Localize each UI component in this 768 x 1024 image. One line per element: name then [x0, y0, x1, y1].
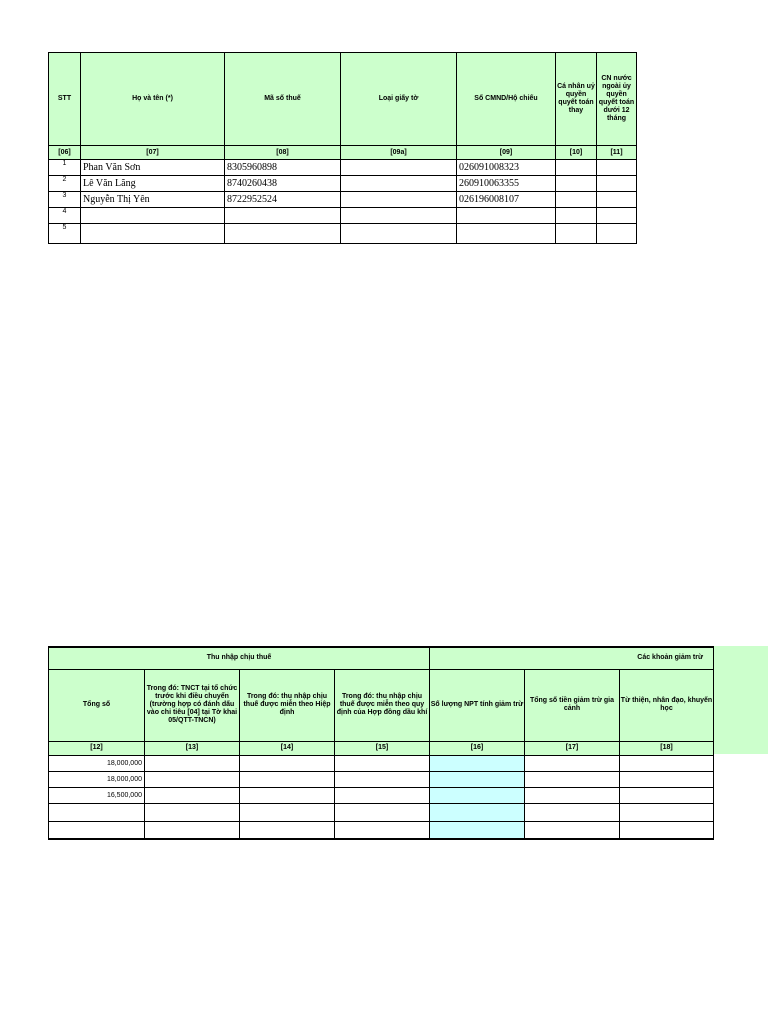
code-cell: [08] [225, 146, 341, 160]
code-cell: [11] [597, 146, 637, 160]
row-tax-code[interactable]: 8740260438 [225, 176, 341, 192]
row-col10[interactable] [556, 176, 597, 192]
row-col15[interactable] [335, 787, 430, 803]
row-id-number[interactable]: 260910063355 [457, 176, 556, 192]
row-col14[interactable] [240, 787, 335, 803]
row-stt: 2 [49, 176, 81, 192]
row-col10[interactable] [556, 192, 597, 208]
row-col16[interactable] [430, 787, 525, 803]
row-col11[interactable] [597, 160, 637, 176]
row-document-type[interactable] [341, 208, 457, 224]
row-name[interactable]: Lê Văn Lãng [81, 176, 225, 192]
row-col13[interactable] [145, 771, 240, 787]
table-row [49, 160, 637, 176]
row-col17[interactable] [525, 787, 620, 803]
header-dependents-count: Số lượng NPT tính giảm trừ [430, 669, 525, 741]
row-col13[interactable] [145, 821, 240, 839]
code-cell: [09] [457, 146, 556, 160]
row-col15[interactable] [335, 821, 430, 839]
row-tax-code[interactable] [225, 224, 341, 244]
header-exempt-oil-contract: Trong đó: thu nhập chịu thuế được miễn theo quy định của Hợp đồng dầu khí [335, 669, 430, 741]
row-col18[interactable] [620, 821, 714, 839]
row-document-type[interactable] [341, 224, 457, 244]
income-deduction-table [48, 646, 714, 840]
code-cell: [13] [145, 741, 240, 755]
header-id-number: Số CMND/Hộ chiếu [457, 53, 556, 146]
header-tax-code: Mã số thuế [225, 53, 341, 146]
row-col17[interactable] [525, 803, 620, 821]
row-tax-code[interactable]: 8722952524 [225, 192, 341, 208]
group-taxable-income: Thu nhập chịu thuế [49, 647, 430, 669]
code-cell: [15] [335, 741, 430, 755]
header-full-name: Họ và tên (*) [81, 53, 225, 146]
row-col18[interactable] [620, 771, 714, 787]
row-col15[interactable] [335, 803, 430, 821]
row-col11[interactable] [597, 208, 637, 224]
header-document-type: Loại giấy tờ [341, 53, 457, 146]
row-col14[interactable] [240, 821, 335, 839]
header-exempt-agreement: Trong đó: thu nhập chịu thuế được miễn theo Hiệp định [240, 669, 335, 741]
row-name[interactable] [81, 208, 225, 224]
row-col13[interactable] [145, 755, 240, 771]
row-stt: 5 [49, 224, 81, 244]
row-col11[interactable] [597, 192, 637, 208]
row-name[interactable] [81, 224, 225, 244]
row-col16[interactable] [430, 755, 525, 771]
row-col10[interactable] [556, 224, 597, 244]
row-col13[interactable] [145, 803, 240, 821]
table-row [49, 208, 637, 224]
row-col18[interactable] [620, 787, 714, 803]
header-income-before-transfer: Trong đó: TNCT tại tổ chức trước khi điều chuyển (trường hợp có đánh dấu vào chỉ tiêu [04] tại Tờ khai 05/QTT-TNCN) [145, 669, 240, 741]
row-col10[interactable] [556, 160, 597, 176]
code-cell: [06] [49, 146, 81, 160]
row-name[interactable]: Nguyễn Thị Yên [81, 192, 225, 208]
row-name[interactable]: Phan Văn Sơn [81, 160, 225, 176]
row-id-number[interactable] [457, 224, 556, 244]
code-cell: [18] [620, 741, 714, 755]
row-col15[interactable] [335, 755, 430, 771]
group-deductions: Các khoản giảm trừ [430, 647, 714, 669]
row-col17[interactable] [525, 755, 620, 771]
row-col18[interactable] [620, 755, 714, 771]
row-total[interactable]: 18,000,000 [49, 755, 145, 771]
row-tax-code[interactable]: 8305960898 [225, 160, 341, 176]
code-cell: [07] [81, 146, 225, 160]
row-id-number[interactable]: 026196008107 [457, 192, 556, 208]
table-row [49, 771, 714, 787]
row-total[interactable] [49, 803, 145, 821]
row-total[interactable]: 16,500,000 [49, 787, 145, 803]
header-charity: Từ thiện, nhân đạo, khuyến học [620, 669, 714, 741]
row-document-type[interactable] [341, 192, 457, 208]
row-col17[interactable] [525, 771, 620, 787]
table-row [49, 176, 637, 192]
row-col16[interactable] [430, 771, 525, 787]
row-col16[interactable] [430, 803, 525, 821]
table-row [49, 803, 714, 821]
table-row [49, 192, 637, 208]
row-col17[interactable] [525, 821, 620, 839]
header-family-deduction: Tổng số tiền giảm trừ gia cảnh [525, 669, 620, 741]
row-stt: 1 [49, 160, 81, 176]
row-tax-code[interactable] [225, 208, 341, 224]
row-col15[interactable] [335, 771, 430, 787]
row-col11[interactable] [597, 224, 637, 244]
code-cell: [12] [49, 741, 145, 755]
header-stt: STT [49, 53, 81, 146]
row-id-number[interactable] [457, 208, 556, 224]
header-authorized-individual: Cá nhân uỷ quyền quyết toán thay [556, 53, 597, 146]
row-id-number[interactable]: 026091008323 [457, 160, 556, 176]
row-total[interactable] [49, 821, 145, 839]
row-col18[interactable] [620, 803, 714, 821]
table-row [49, 224, 637, 244]
employee-info-table [48, 52, 637, 244]
row-stt: 3 [49, 192, 81, 208]
code-cell: [09a] [341, 146, 457, 160]
row-col10[interactable] [556, 208, 597, 224]
row-stt: 4 [49, 208, 81, 224]
code-cell: [17] [525, 741, 620, 755]
row-document-type[interactable] [341, 176, 457, 192]
header-foreign-individual: CN nước ngoài ủy quyền quyết toán dưới 12 tháng [597, 53, 637, 146]
code-cell: [10] [556, 146, 597, 160]
table-row [49, 755, 714, 771]
code-cell: [14] [240, 741, 335, 755]
table-row [49, 787, 714, 803]
code-cell: [16] [430, 741, 525, 755]
header-fill-extension [713, 646, 768, 754]
header-total: Tổng số [49, 669, 145, 741]
row-total[interactable]: 18,000,000 [49, 771, 145, 787]
row-col14[interactable] [240, 771, 335, 787]
table-row [49, 821, 714, 839]
row-col16[interactable] [430, 821, 525, 839]
row-col14[interactable] [240, 755, 335, 771]
row-document-type[interactable] [341, 160, 457, 176]
row-col13[interactable] [145, 787, 240, 803]
row-col14[interactable] [240, 803, 335, 821]
row-col11[interactable] [597, 176, 637, 192]
